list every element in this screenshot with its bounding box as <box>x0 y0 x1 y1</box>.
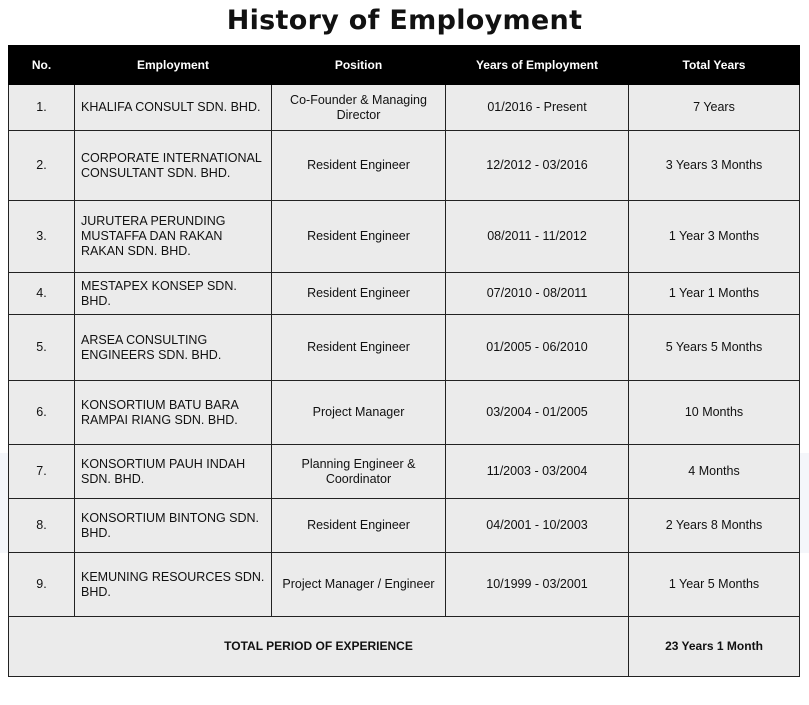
row-number: 2. <box>9 131 75 201</box>
position: Resident Engineer <box>272 273 446 315</box>
years-of-employment: 11/2003 - 03/2004 <box>446 445 629 499</box>
total-years: 1 Year 5 Months <box>629 553 800 617</box>
employer-name: KONSORTIUM PAUH INDAH SDN. BHD. <box>75 445 272 499</box>
total-years: 4 Months <box>629 445 800 499</box>
table-row <box>9 499 800 553</box>
row-number: 3. <box>9 201 75 273</box>
employer-name: KHALIFA CONSULT SDN. BHD. <box>75 85 272 131</box>
column-header-employment: Employment <box>75 46 272 85</box>
table-header-row <box>9 46 800 85</box>
table-row <box>9 273 800 315</box>
employer-name: JURUTERA PERUNDING MUSTAFFA DAN RAKAN RAKAN SDN. BHD. <box>75 201 272 273</box>
row-number: 9. <box>9 553 75 617</box>
employer-name: CORPORATE INTERNATIONAL CONSULTANT SDN. BHD. <box>75 131 272 201</box>
row-number: 1. <box>9 85 75 131</box>
column-header-total-years: Total Years <box>629 46 800 85</box>
total-label: TOTAL PERIOD OF EXPERIENCE <box>9 617 629 677</box>
row-number: 4. <box>9 273 75 315</box>
total-years: 3 Years 3 Months <box>629 131 800 201</box>
position: Resident Engineer <box>272 499 446 553</box>
row-number: 5. <box>9 315 75 381</box>
table-row <box>9 131 800 201</box>
column-header-no: No. <box>9 46 75 85</box>
row-number: 6. <box>9 381 75 445</box>
employer-name: MESTAPEX KONSEP SDN. BHD. <box>75 273 272 315</box>
row-number: 7. <box>9 445 75 499</box>
years-of-employment: 01/2005 - 06/2010 <box>446 315 629 381</box>
table-row <box>9 315 800 381</box>
total-years: 10 Months <box>629 381 800 445</box>
years-of-employment: 08/2011 - 11/2012 <box>446 201 629 273</box>
years-of-employment: 10/1999 - 03/2001 <box>446 553 629 617</box>
total-row <box>9 617 800 677</box>
page-title: History of Employment <box>226 5 583 36</box>
position: Planning Engineer & Coordinator <box>272 445 446 499</box>
position: Project Manager / Engineer <box>272 553 446 617</box>
table-row <box>9 553 800 617</box>
table-row <box>9 201 800 273</box>
total-years: 5 Years 5 Months <box>629 315 800 381</box>
years-of-employment: 03/2004 - 01/2005 <box>446 381 629 445</box>
total-years: 1 Year 1 Months <box>629 273 800 315</box>
total-value: 23 Years 1 Month <box>629 617 800 677</box>
table-row <box>9 445 800 499</box>
years-of-employment: 12/2012 - 03/2016 <box>446 131 629 201</box>
years-of-employment: 07/2010 - 08/2011 <box>446 273 629 315</box>
position: Resident Engineer <box>272 131 446 201</box>
position: Co-Founder & Managing Director <box>272 85 446 131</box>
employment-table <box>8 45 800 677</box>
column-header-position: Position <box>272 46 446 85</box>
employer-name: KONSORTIUM BINTONG SDN. BHD. <box>75 499 272 553</box>
table-row <box>9 85 800 131</box>
position: Project Manager <box>272 381 446 445</box>
table-row <box>9 381 800 445</box>
row-number: 8. <box>9 499 75 553</box>
total-years: 7 Years <box>629 85 800 131</box>
years-of-employment: 01/2016 - Present <box>446 85 629 131</box>
position: Resident Engineer <box>272 315 446 381</box>
employer-name: KONSORTIUM BATU BARA RAMPAI RIANG SDN. BHD. <box>75 381 272 445</box>
employer-name: ARSEA CONSULTING ENGINEERS SDN. BHD. <box>75 315 272 381</box>
employer-name: KEMUNING RESOURCES SDN. BHD. <box>75 553 272 617</box>
years-of-employment: 04/2001 - 10/2003 <box>446 499 629 553</box>
total-years: 2 Years 8 Months <box>629 499 800 553</box>
position: Resident Engineer <box>272 201 446 273</box>
total-years: 1 Year 3 Months <box>629 201 800 273</box>
column-header-years: Years of Employment <box>446 46 629 85</box>
